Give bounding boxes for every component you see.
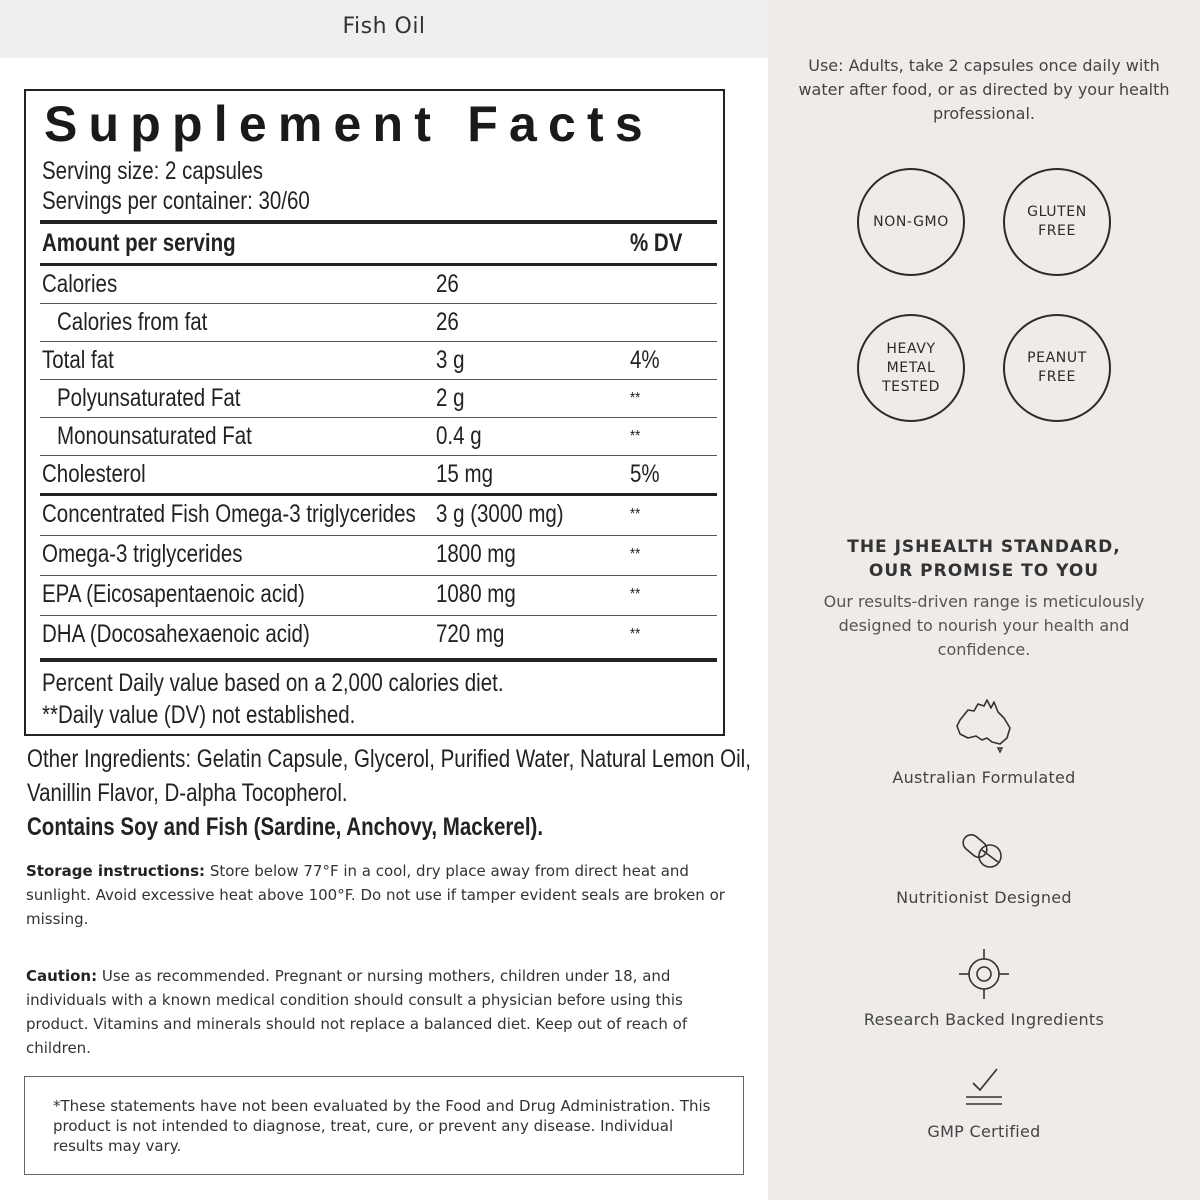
crosshair-target-icon xyxy=(958,948,1010,1000)
nutrient-name: Concentrated Fish Omega-3 triglycerides xyxy=(42,500,416,528)
allergen-statement: Contains Soy and Fish (Sardine, Anchovy, Mackerel). xyxy=(27,813,544,841)
title-bar xyxy=(0,0,768,58)
nutrient-amount: 1800 mg xyxy=(436,540,516,568)
nutrient-name: Total fat xyxy=(42,346,114,374)
nutrient-amount: 3 g (3000 mg) xyxy=(436,500,564,528)
bottom-thick-divider xyxy=(40,658,717,662)
dv-label: % DV xyxy=(630,229,683,257)
nutrient-row xyxy=(40,304,717,342)
footnote-dv-not-established: **Daily value (DV) not established. xyxy=(42,701,356,729)
supplement-facts-panel xyxy=(24,89,725,736)
nutrient-row xyxy=(40,342,717,380)
other-ingredients xyxy=(27,742,751,844)
nutrient-dv: ** xyxy=(630,428,641,445)
servings-per-container: Servings per container: 30/60 xyxy=(42,187,310,215)
nutrient-amount: 26 xyxy=(436,270,459,298)
nutrient-dv: ** xyxy=(630,390,641,407)
australia-map-icon xyxy=(954,696,1014,754)
fda-disclaimer: *These statements have not been evaluated by the Food and Drug Administration. This product is not intended to diagnose, treat, cure, or prevent any disease. Individual results may vary. xyxy=(24,1076,744,1175)
footnote-dv-basis: Percent Daily value based on a 2,000 calories diet. xyxy=(42,669,504,697)
caution-label: Caution: xyxy=(26,967,98,985)
ingredients-line: Vanillin Flavor, D-alpha Tocopherol. xyxy=(27,779,348,807)
feature-label: Research Backed Ingredients xyxy=(863,1010,1105,1029)
nutrient-row xyxy=(40,496,717,536)
right-panel xyxy=(768,0,1200,1200)
standard-line-1: THE JSHEALTH STANDARD, xyxy=(847,537,1121,557)
thick-divider xyxy=(40,220,717,224)
nutrient-row xyxy=(40,616,717,656)
nutrient-amount: 1080 mg xyxy=(436,580,516,608)
amount-per-serving-label: Amount per serving xyxy=(42,229,236,257)
promise-text: Our results-driven range is meticulously designed to nourish your health and confidence. xyxy=(823,592,1145,659)
nutrient-name: Calories xyxy=(42,270,118,298)
peanut-free-badge: PEANUT FREE xyxy=(1003,314,1111,422)
usage-directions: Use: Adults, take 2 capsules once daily with water after food, or as directed by your health professional. xyxy=(798,56,1170,123)
nutrient-name: Cholesterol xyxy=(42,460,146,488)
supplement-facts-heading: Supplement Facts xyxy=(44,96,654,152)
nutrient-amount: 0.4 g xyxy=(436,422,482,450)
gluten-free-badge: GLUTEN FREE xyxy=(1003,168,1111,276)
feature-label: Australian Formulated xyxy=(892,768,1076,787)
nutrient-row xyxy=(40,418,717,456)
non-gmo-badge: NON-GMO xyxy=(857,168,965,276)
heavy-metal-tested-badge: HEAVY METAL TESTED xyxy=(857,314,965,422)
nutrient-row xyxy=(40,456,717,494)
nutrient-dv: 4% xyxy=(630,346,660,374)
nutrient-name: EPA (Eicosapentaenoic acid) xyxy=(42,580,305,608)
facts-header-row xyxy=(40,225,717,265)
nutrient-name: Polyunsaturated Fat xyxy=(57,384,241,412)
nutrient-dv: 5% xyxy=(630,460,660,488)
nutrient-name: Monounsaturated Fat xyxy=(57,422,252,450)
nutrient-row xyxy=(40,576,717,616)
caution-body: Use as recommended. Pregnant or nursing mothers, children under 18, and individuals with a known medical condition should consult a physician before using this product. Vitamins and minerals should not replace a balanced diet. Keep out of reach of children. xyxy=(26,967,688,1057)
feature-label: Nutritionist Designed xyxy=(896,888,1072,907)
ingredients-line: Other Ingredients: Gelatin Capsule, Glycerol, Purified Water, Natural Lemon Oil, xyxy=(27,745,751,773)
nutrient-amount: 2 g xyxy=(436,384,465,412)
standard-line-2: OUR PROMISE TO YOU xyxy=(868,561,1100,581)
storage-instructions xyxy=(26,859,741,931)
nutrient-dv: ** xyxy=(630,506,641,523)
product-title: Fish Oil xyxy=(342,14,426,39)
caution-text xyxy=(26,964,741,1060)
nutrient-amount: 26 xyxy=(436,308,459,336)
nutrient-row xyxy=(40,536,717,576)
feature-label: GMP Certified xyxy=(927,1122,1041,1141)
nutrient-amount: 3 g xyxy=(436,346,465,374)
nutrient-dv: ** xyxy=(630,626,641,643)
checkmark-icon xyxy=(962,1064,1006,1108)
nutrient-name: Calories from fat xyxy=(57,308,208,336)
nutrient-row xyxy=(40,266,717,304)
nutrient-name: Omega-3 triglycerides xyxy=(42,540,243,568)
standard-heading xyxy=(798,535,1170,583)
nutrient-amount: 720 mg xyxy=(436,620,505,648)
nutrient-row xyxy=(40,380,717,418)
nutrient-dv: ** xyxy=(630,546,641,563)
serving-size: Serving size: 2 capsules xyxy=(42,157,264,185)
capsule-icon xyxy=(960,826,1008,874)
storage-text: Store below 77°F in a cool, dry place away from direct heat and sunlight. Avoid excessive heat above 100°F. Do not use if tamper evident seals are broken or missing. xyxy=(26,862,725,928)
nutrient-name: DHA (Docosahexaenoic acid) xyxy=(42,620,310,648)
nutrient-dv: ** xyxy=(630,586,641,603)
storage-label: Storage instructions: xyxy=(26,862,206,880)
nutrient-amount: 15 mg xyxy=(436,460,493,488)
